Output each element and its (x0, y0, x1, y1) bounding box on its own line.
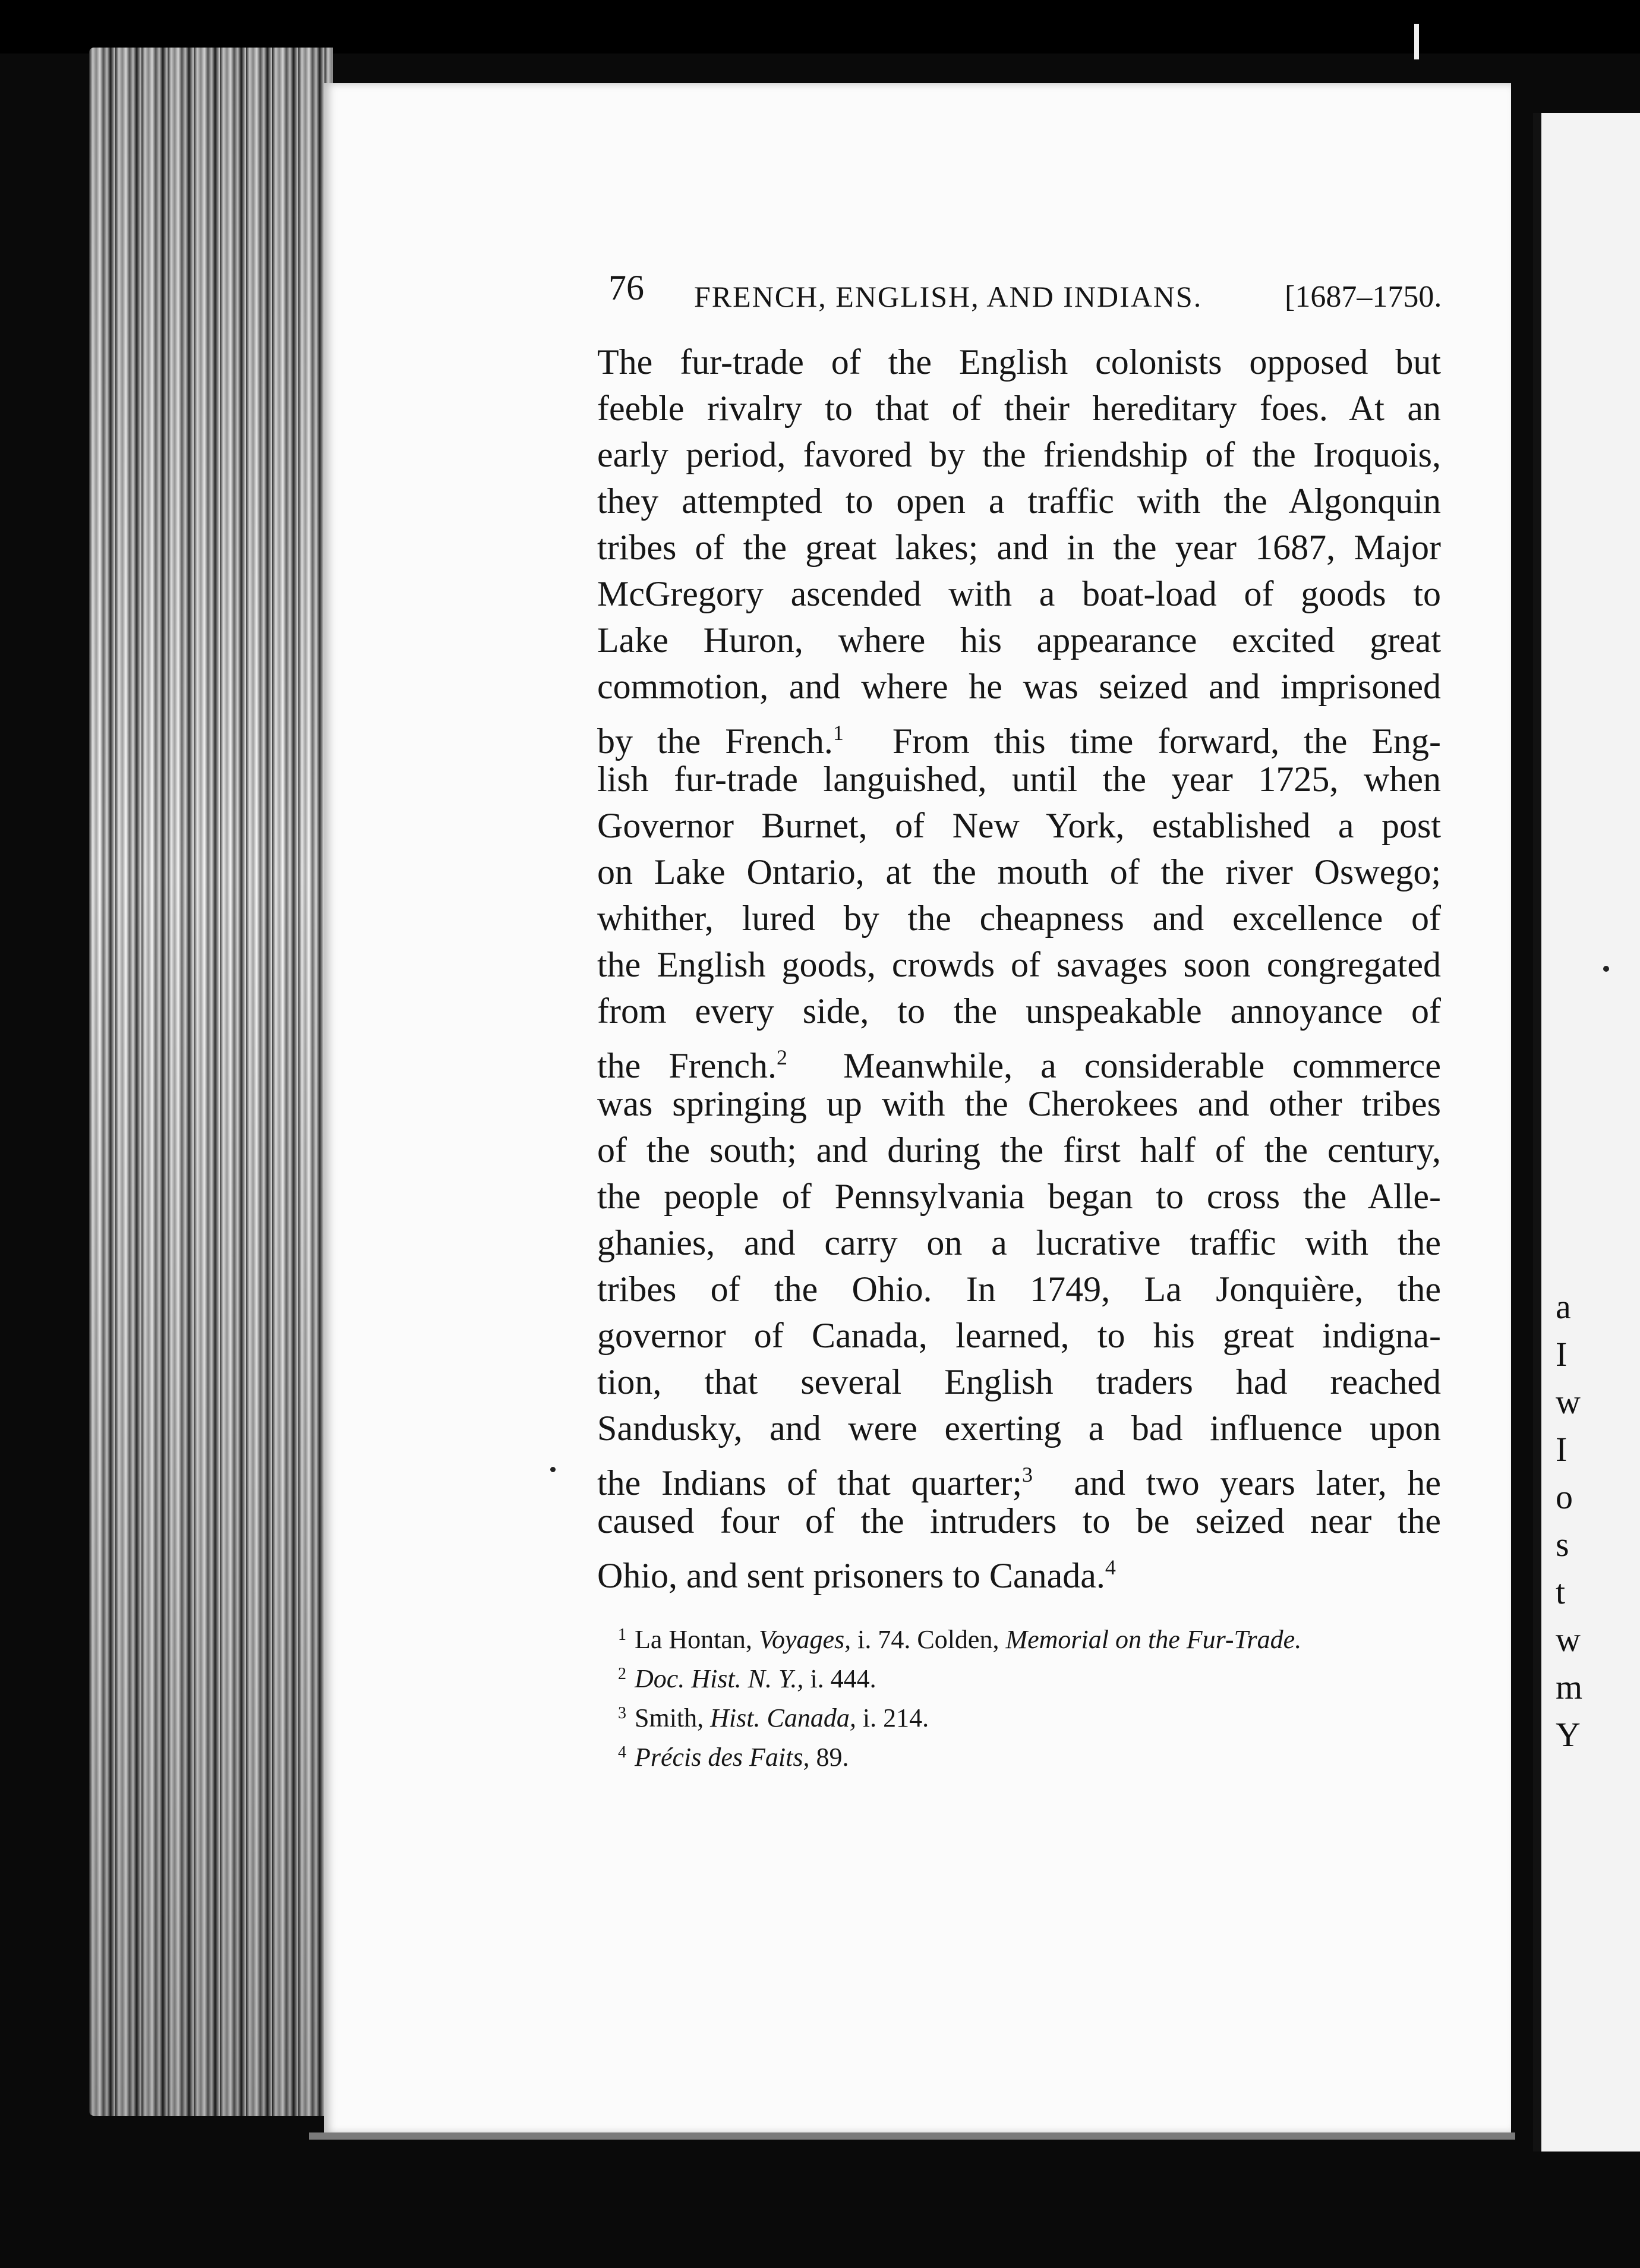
adjacent-page (1533, 113, 1640, 2152)
footnote-text: i. 74. Colden, (857, 1625, 999, 1654)
footnote-mark: 1 (618, 1626, 626, 1644)
footnote-ref: 2 (777, 1045, 787, 1069)
footnote-italic: Memorial on the Fur-Trade. (1005, 1625, 1302, 1654)
running-title: FRENCH, ENGLISH, AND INDIANS. (694, 280, 1203, 313)
text-line: they attempted to open a traffic with the Algonquin (597, 481, 1441, 521)
footnote-italic: Doc. Hist. N. Y., (635, 1664, 804, 1693)
text-line: tribes of the great lakes; and in the year 1687, Major (597, 528, 1441, 567)
adjacent-letter: a (1556, 1287, 1571, 1326)
footnote-text: 89. (816, 1743, 849, 1772)
text-line (597, 1451, 1441, 1502)
adjacent-letter: t (1556, 1573, 1566, 1611)
text-line: The fur-trade of the English colonists opposed but (597, 342, 1441, 382)
adjacent-letter: I (1556, 1335, 1568, 1374)
text-line: Governor Burnet, of New York, established a post (597, 806, 1441, 845)
scan-speck (550, 1467, 556, 1472)
adjacent-letter: w (1556, 1620, 1581, 1659)
adjacent-letter: o (1556, 1478, 1573, 1516)
footnote-mark: 3 (618, 1704, 626, 1722)
footnote-text: Smith, (635, 1703, 704, 1732)
text-line: tribes of the Ohio. In 1749, La Jonquière, the (597, 1270, 1441, 1309)
adjacent-letter: Y (1556, 1715, 1581, 1754)
text-line (597, 710, 1441, 761)
scan-speck (1603, 966, 1609, 972)
text-line (597, 1544, 1441, 1595)
scan-background (0, 0, 1640, 53)
text-line: of the south; and during the first half of the century, (597, 1130, 1441, 1170)
text-line: the English goods, crowds of savages soon congregated (597, 945, 1441, 984)
footnote (618, 1696, 1438, 1735)
footnote-text: i. 444. (810, 1664, 876, 1693)
text-line: early period, favored by the friendship of the Iroquois, (597, 435, 1441, 474)
footnote-italic: Précis des Faits, (635, 1743, 810, 1772)
text-fragment: Meanwhile, a considerable commerce (843, 1046, 1441, 1085)
body-text (597, 339, 1441, 1595)
footnote-italic: Hist. Canada, (710, 1703, 856, 1732)
text-line: McGregory ascended with a boat-load of goods to (597, 574, 1441, 613)
text-fragment: the French. (597, 1046, 777, 1085)
footnote (618, 1735, 1438, 1775)
text-line: on Lake Ontario, at the mouth of the river Oswego; (597, 852, 1441, 892)
book-page-edges-shade (89, 48, 333, 2116)
text-line: whither, lured by the cheapness and excellence of (597, 899, 1441, 938)
footnote-mark: 2 (618, 1665, 626, 1683)
page-bottom-edge (309, 2132, 1515, 2140)
scan-mark (1414, 24, 1419, 59)
text-line: commotion, and where he was seized and imprisoned (597, 667, 1441, 706)
footnote-ref: 1 (832, 721, 844, 745)
text-line (597, 1034, 1441, 1085)
text-fragment: by the French. (597, 722, 833, 761)
footnotes (618, 1618, 1438, 1775)
footnote-text: i. 214. (862, 1703, 929, 1732)
text-line: Lake Huron, where his appearance excited great (597, 620, 1441, 660)
page-number: 76 (608, 268, 644, 307)
adjacent-letter: w (1556, 1382, 1581, 1421)
text-line: tion, that several English traders had reached (597, 1362, 1441, 1401)
footnote-text: La Hontan, (635, 1625, 752, 1654)
text-line: Sandusky, and were exerting a bad influence upon (597, 1409, 1441, 1448)
footnote-ref: 3 (1022, 1463, 1033, 1486)
text-fragment: From this time forward, the Eng- (892, 722, 1441, 761)
text-line: was springing up with the Cherokees and other tribes (597, 1084, 1441, 1123)
adjacent-letter: I (1556, 1430, 1568, 1469)
adjacent-letter: s (1556, 1525, 1569, 1564)
footnote-mark: 4 (618, 1743, 626, 1762)
text-line: the people of Pennsylvania began to cross the Alle- (597, 1177, 1441, 1216)
text-line: from every side, to the unspeakable annoyance of (597, 991, 1441, 1031)
text-line: lish fur-trade languished, until the year 1725, when (597, 760, 1441, 799)
adjacent-letter: m (1556, 1668, 1583, 1706)
footnote (618, 1618, 1438, 1657)
text-line: feeble rivalry to that of their hereditary foes. At an (597, 389, 1441, 428)
footnote-ref: 4 (1105, 1555, 1116, 1579)
text-fragment: Ohio, and sent prisoners to Canada. (597, 1556, 1105, 1595)
text-fragment: and two years later, he (1074, 1463, 1441, 1502)
footnote (618, 1657, 1438, 1696)
text-line: governor of Canada, learned, to his great indigna- (597, 1316, 1441, 1355)
footnote-italic: Voyages, (758, 1625, 851, 1654)
text-line: caused four of the intruders to be seized near the (597, 1501, 1441, 1541)
running-date-range: [1687–1750. (1285, 280, 1442, 314)
text-line: ghanies, and carry on a lucrative traffic with the (597, 1223, 1441, 1262)
text-fragment: the Indians of that quarter; (597, 1463, 1023, 1502)
